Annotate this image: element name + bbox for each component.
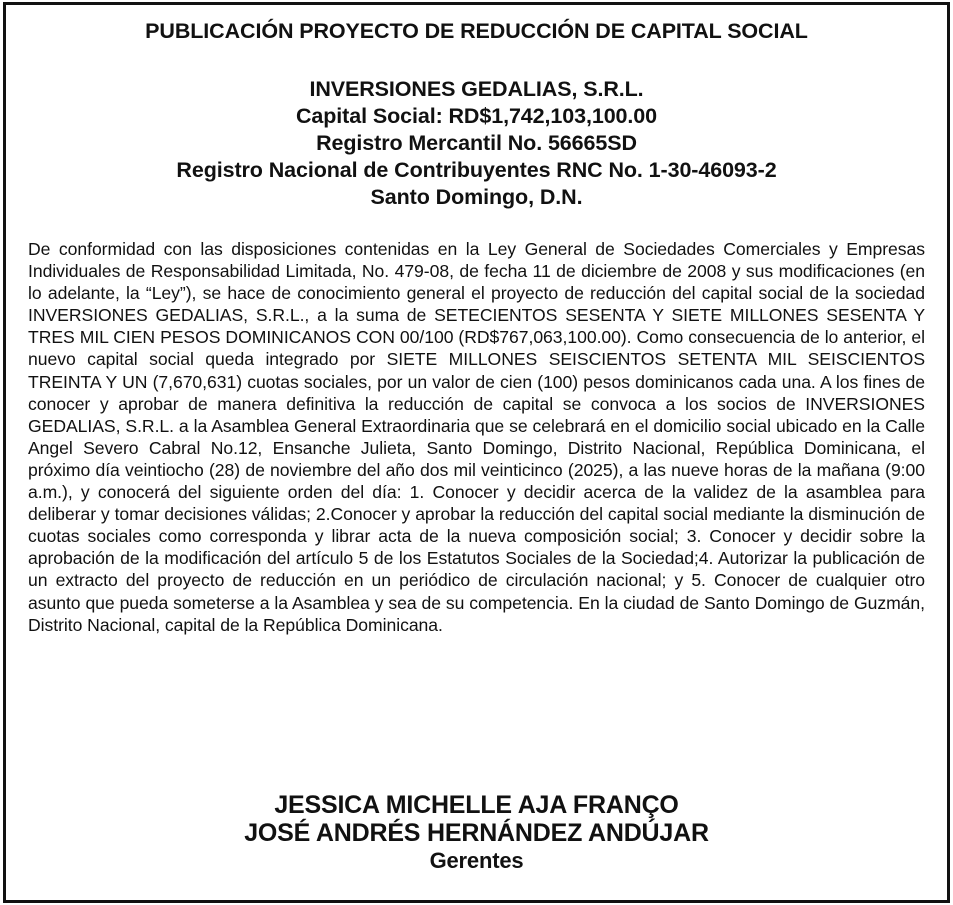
company-city: Santo Domingo, D.N. (370, 185, 583, 209)
signer-role: Gerentes (429, 848, 524, 873)
company-capital: Capital Social: RD$1,742,103,100.00 (295, 104, 657, 128)
company-info (6, 76, 947, 211)
company-rnc: Registro Nacional de Contribuyentes RNC No. 1-30-46093-2 (176, 158, 777, 182)
legal-notice (3, 2, 950, 903)
signer-name-2: JOSÉ ANDRÉS HERNÁNDEZ ANDÚJAR (244, 819, 709, 847)
company-registry: Registro Mercantil No. 56665SD (316, 131, 637, 155)
signer-name-1: JESSICA MICHELLE AJA FRANÇO (274, 791, 679, 819)
signature-block (6, 791, 947, 875)
company-name: INVERSIONES GEDALIAS, S.R.L. (309, 77, 644, 101)
notice-title: PUBLICACIÓN PROYECTO DE REDUCCIÓN DE CAPITAL SOCIAL (145, 19, 808, 43)
notice-body: De conformidad con las disposiciones contenidas en la Ley General de Sociedades Comerciales y Empresas Individuales de Responsabilidad Limitada, No. 479-08, de fecha 11 de diciembre de 2008 y sus modificaciones (en lo adelante, la “Ley”), se hace de conocimiento general el proyecto de reducción del capital social de la sociedad INVERSIONES GEDALIAS, S.R.L., a la suma de SETECIENTOS SESENTA Y SIETE MILLONES SESENTA Y TRES MIL CIEN PESOS DOMINICANOS CON 00/100 (RD$767,063,100.00). Como consecuencia de lo anterior, el nuevo capital social queda integrado por SIETE MILLONES SEISCIENTOS SETENTA MIL SEISCIENTOS TREINTA Y UN (7,670,631) cuotas sociales, por un valor de cien (100) pesos dominicanos cada una. A los fines de conocer y aprobar de manera definitiva la reducción de capital se convoca a los socios de INVERSIONES GEDALIAS, S.R.L. a la Asamblea General Extraordinaria que se celebrará en el domicilio social ubicado en la Calle Angel Severo Cabral No.12, Ensanche Julieta, Santo Domingo, Distrito Nacional, República Dominicana, el próximo día veintiocho (28) de noviembre del año dos mil veinticinco (2025), a las nueve horas de la mañana (9:00 a.m.), y conocerá del siguiente orden del día: 1. Conocer y decidir acerca de la validez de la asamblea para deliberar y tomar decisiones válidas; 2.Conocer y aprobar la reducción del capital social mediante la disminución de cuotas sociales como corresponda y librar acta de la nueva composición social; 3. Conocer y decidir sobre la aprobación de la modificación del artículo 5 de los Estatutos Sociales de la Sociedad;4. Autorizar la publicación de un extracto del proyecto de reducción en un periódico de circulación nacional; y 5. Conocer de cualquier otro asunto que pueda someterse a la Asamblea y sea de su competencia. En la ciudad de Santo Domingo de Guzmán, Distrito Nacional, capital de la República Dominicana. (28, 239, 925, 635)
